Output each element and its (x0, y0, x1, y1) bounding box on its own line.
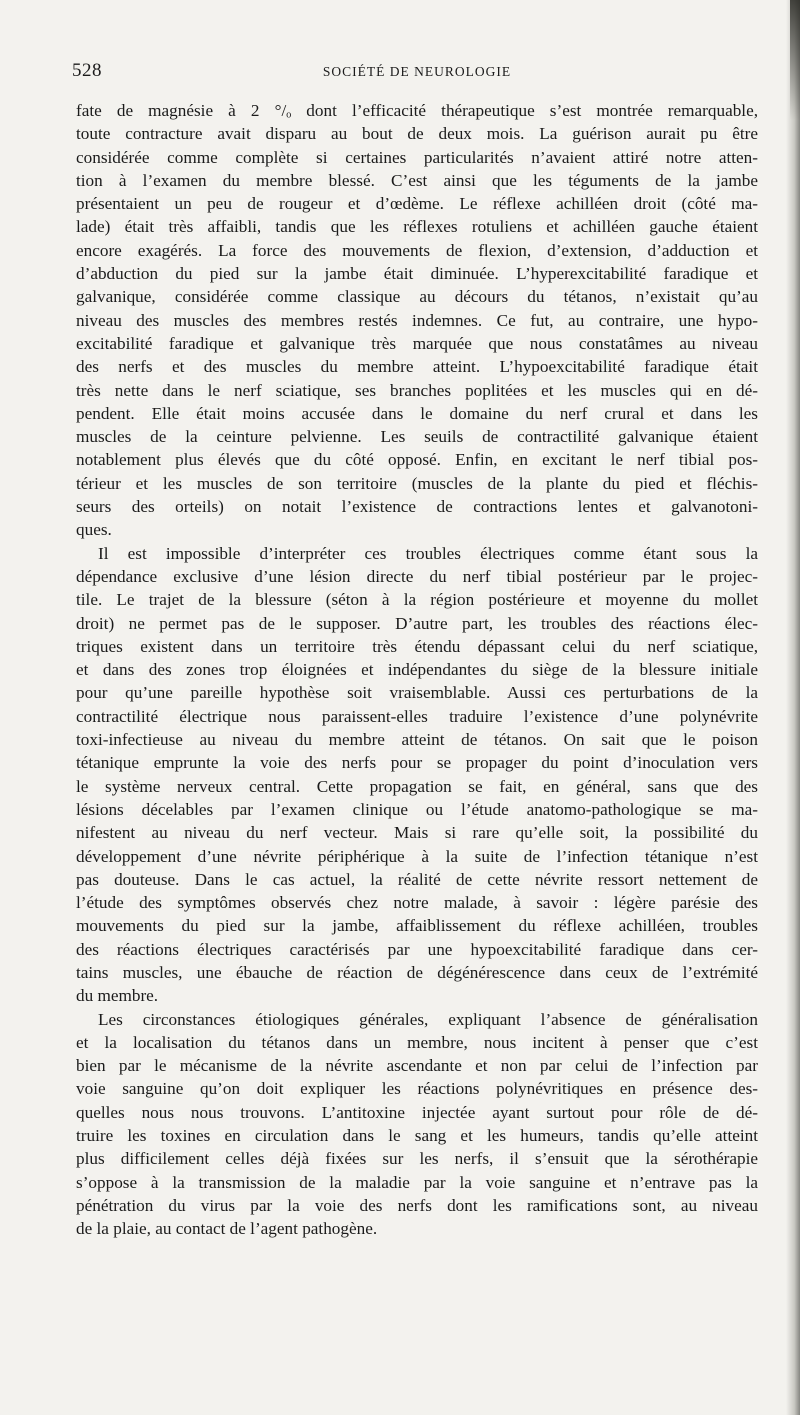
text-line: et dans des zones trop éloignées et indépendantes du siège de la blessure initiale (76, 660, 758, 680)
text-line: contractilité électrique nous paraissent-elles traduire l’existence d’une polynévrite (76, 706, 758, 726)
text-line: mouvements du pied sur la jambe, affaiblissement du réflexe achilléen, troubles (76, 916, 758, 936)
text-line: s’oppose à la transmission de la maladie par la voie sanguine et n’entrave pas la (76, 1172, 758, 1192)
text-line: Les circonstances étiologiques générales, expliquant l’absence de généralisation (98, 1009, 758, 1029)
text-line: lésions décelables par l’examen clinique ou l’étude anatomo-pathologique se ma- (76, 799, 758, 819)
text-line: ques. (76, 520, 112, 540)
text-line: toxi-infectieuse au niveau du membre atteint de tétanos. On sait que le poison (76, 730, 758, 750)
text-line: Il est impossible d’interpréter ces troubles électriques comme étant sous la (98, 543, 758, 563)
text-line: développement d’une névrite périphérique à la suite de l’infection tétanique n’est (76, 846, 758, 866)
page-number: 528 (72, 60, 102, 81)
text-line: du membre. (76, 986, 159, 1006)
text-line: nifestent au niveau du nerf vecteur. Mais si rare qu’elle soit, la possibilité du (76, 823, 758, 843)
text-line: présentaient un peu de rougeur et d’œdème. Le réflexe achilléen droit (côté ma- (76, 194, 758, 214)
text-line: dépendance exclusive d’une lésion directe du nerf tibial postérieur par le projec- (76, 566, 758, 586)
text-line: encore exagérés. La force des mouvements de flexion, d’extension, d’adduction et (76, 240, 758, 260)
text-line: tains muscles, une ébauche de réaction de dégénérescence dans ceux de l’extrémité (76, 962, 758, 982)
text-line: notablement plus élevés que du côté opposé. Enfin, en excitant le nerf tibial pos- (76, 450, 758, 470)
text-line: et la localisation du tétanos dans un membre, nous incitent à penser que c’est (76, 1032, 758, 1052)
text-line: le système nerveux central. Cette propagation se fait, en général, sans que des (76, 776, 758, 796)
text-line: voie sanguine qu’on doit expliquer les réactions polynévritiques en présence des- (76, 1079, 758, 1099)
text-line: très nette dans le nerf sciatique, ses branches poplitées et les muscles qui en dé- (76, 380, 758, 400)
text-line: tétanique emprunte la voie des nerfs pour se propager du point d’inoculation vers (76, 753, 758, 773)
text-line: galvanique, considérée comme classique au décours du tétanos, n’existait qu’au (76, 287, 758, 307)
text-line: tion à l’examen du membre blessé. C’est ainsi que les téguments de la jambe (76, 170, 758, 190)
text-line: de la plaie, au contact de l’agent pathogène. (76, 1219, 378, 1239)
text-line: muscles de la ceinture pelvienne. Les seuils de contractilité galvanique étaient (76, 427, 758, 447)
text-line: toute contracture avait disparu au bout de deux mois. La guérison aurait pu être (76, 124, 758, 144)
text-line: pas douteuse. Dans le cas actuel, la réalité de cette névrite ressort nettement de (76, 869, 758, 889)
text-line: d’abduction du pied sur la jambe était diminuée. L’hyperexcitabilité faradique et (76, 264, 758, 284)
text-line: excitabilité faradique et galvanique très marquée que nous constatâmes au niveau (76, 333, 758, 353)
text-line: truire les toxines en circulation dans le sang et les humeurs, tandis qu’elle atteint (76, 1126, 758, 1146)
running-head: SOCIÉTÉ DE NEUROLOGIE (322, 64, 512, 79)
text-line: lade) était très affaibli, tandis que les réflexes rotuliens et achilléen gauche étaient (76, 217, 758, 237)
text-line: plus difficilement celles déjà fixées sur les nerfs, il s’ensuit que la sérothérapie (76, 1149, 758, 1169)
page-header (72, 60, 762, 88)
body-text (76, 99, 758, 1241)
text-line: quelles nous nous trouvons. L’antitoxine injectée ayant surtout pour rôle de dé- (76, 1102, 758, 1122)
text-line: pour qu’une pareille hypothèse soit vraisemblable. Aussi ces perturbations de la (76, 683, 758, 703)
text-line: niveau des muscles des membres restés indemnes. Ce fut, au contraire, une hypo- (76, 310, 758, 330)
page-edge-dark (790, 0, 800, 120)
text-line: seurs des orteils) on notait l’existence de contractions lentes et galvanotoni- (76, 497, 758, 517)
page-edge-shadow (786, 0, 800, 1415)
text-line: des réactions électriques caractérisés par une hypoexcitabilité faradique dans cer- (76, 939, 758, 959)
text-line: tile. Le trajet de la blessure (séton à la région postérieure et moyenne du mollet (76, 590, 758, 610)
text-line: l’étude des symptômes observés chez notre malade, à savoir : légère parésie des (76, 893, 758, 913)
text-line: fate de magnésie à 2 °/ₒ dont l’efficacité thérapeutique s’est montrée remarquable, (76, 101, 758, 120)
text-line: térieur et les muscles de son territoire (muscles de la plante du pied et fléchis- (76, 473, 758, 493)
text-line: pendent. Elle était moins accusée dans le domaine du nerf crural et dans les (76, 403, 758, 423)
text-line: bien par le mécanisme de la névrite ascendante et non par celui de l’infection par (76, 1056, 758, 1076)
text-line: pénétration du virus par la voie des nerfs dont les ramifications sont, au niveau (76, 1195, 758, 1215)
text-line: triques existent dans un territoire très étendu dépassant celui du nerf sciatique, (76, 636, 758, 656)
text-line: des nerfs et des muscles du membre atteint. L’hypoexcitabilité faradique était (76, 357, 758, 377)
text-line: droit) ne permet pas de le supposer. D’autre part, les troubles des réactions élec- (76, 613, 758, 633)
text-line: considérée comme complète si certaines particularités n’avaient attiré notre atten- (76, 147, 758, 167)
